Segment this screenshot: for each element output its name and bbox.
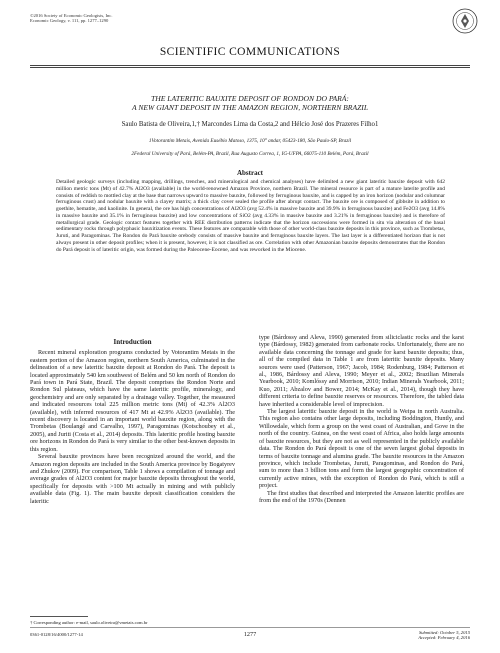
article-title-line-2: A NEW GIANT DEPOSIT IN THE AMAZON REGION, NORTHERN BRAZIL	[131, 103, 369, 112]
footnote-rule	[30, 616, 88, 617]
journal-citation: Economic Geology, v. 111, pp. 1277–1290	[30, 18, 109, 24]
submitted-date: Submitted: October 5, 2015	[418, 630, 470, 635]
top-rule-double	[30, 67, 470, 68]
body-paragraph: The largest lateritic bauxite deposit in the world is Weipa in north Australia. This region also contains other large deposits, including Boddington, Huntly, and Willowdale, which form a group on the west coast of Australian, and Gove in the north of the country. Guinea, on the west coast of Africa, also holds large amounts of bauxite resources, but they are not as well represented in the publicly available data. The Rondon do Pará deposit is one of the seven largest global deposits in terms of bauxite tonnage and alumina grade. The bauxite resources in the Amazon province, which include Trombetas, Juruti, Paragominas, and Rondon do Pará, sum to more than 3 billion tons and form the largest geographic concentration of currently active mines, with the exception of Rondon do Pará, which is still a project.	[259, 408, 464, 490]
section-title: SCIENTIFIC COMMUNICATIONS	[159, 46, 341, 58]
affiliation-2: 2Federal University of Pará, Belém-PA, Brazil, Rua Augusto Correa, 1, IG-UFPA, 66075-110 Belém, Pará, Brazil	[131, 151, 369, 157]
body-paragraph: Recent mineral exploration programs conducted by Votorantim Metais in the eastern portion of the Amazon region, northern South America, culminated in the delineation of a new lateritic bauxite deposit at Rondon do Pará. The deposit is located approximately 540 km southwest of Belém and 50 km north of Rondon do Pará town in Pará State, Brazil. The deposit comprises the Rondon Norte and Rondon Sul plateaus, which have the same lateritic profile, mineralogy, and geochemistry and are only separated by a drainage valley. Together, the measured and indicated resources total 225 million metric tons (Mt) of 42.3% Al2O3 (available), with inferred resources of 417 Mt at 42.9% Al2O3 (available). The recent discovery is located in an important world bauxite region, along with the Trombetas (Boulangé and Carvalho, 1997), Paragominas (Kotschoubey et al., 2005), and Juriti (Costa et al., 2014) deposits. This lateritic profile hosting bauxite ore horizons in Rondon do Pará is very similar to the other best-known deposits in this region.	[30, 349, 235, 453]
left-column	[30, 339, 235, 505]
article-title	[0, 94, 500, 112]
top-rule	[30, 65, 470, 66]
submission-dates	[380, 630, 470, 641]
seg-seal-icon	[452, 8, 478, 34]
body-paragraph: type (Bárdossy and Aleva, 1990) generated from siliciclastic rocks and the karst type (Bárdossy, 1982) generated from carbonate rocks. Unfortunately, there are no available data concerning the tonnage and grade for karst bauxite deposits; thus, all of the compiled data in Table 1 are from lateritic bauxite deposits. Many sources were used (Patterson, 1967; Jacob, 1984; Rodenburg, 1984; Patterson et al., 1986, Bárdossy and Aleva, 1990; Meyer et al., 2002; Brazilian Minerals Yearbook, 2010; Komlóssy and Morrison, 2010; Indian Minerals Yearbook, 2011; Kuo, 2011; Abzalov and Bower, 2014; McKay et al., 2014), though they have different criteria to define bauxite reserves or resources. Therefore, the tabled data have inherited a considerable level of imprecision.	[259, 334, 464, 408]
accepted-date: Accepted: February 4, 2016	[418, 635, 470, 641]
article-title-line-1: THE LATERITIC BAUXITE DEPOSIT OF RONDON DO PARÁ:	[151, 94, 349, 103]
abstract-text: Detailed geologic surveys (including mapping, drillings, trenches, and mineralogical and chemical analyses) have delimited a new giant lateritic bauxite deposit with 642 million metric tons (Mt) of 42.7% Al2O3 (available) in the world-renowned Amazon Province, northern Brazil. The mineral resource is part of a mature laterite profile and consists of reddish to mottled clay at the base that narrows upward to massive bauxite, followed by ferruginous bauxite, and is capped by an iron horizon (nodular and columnar ferruginous crust) and nodular bauxite with a clayey matrix; a thick clay cover sealed the profile after abrupt contact. The bauxite ore is composed of gibbsite in addition to goethite, hematite, and kaolinite. In general, the ore has high concentrations of Al2O3 (avg 52.4% in massive bauxite and 39.9% in ferruginous bauxite) and Fe2O3 (avg 14.8% in massive bauxite and 35.1% in ferruginous bauxite) and low concentrations of SiO2 (avg 4.33% in massive bauxite and 3.21% in ferruginous bauxite) and is therefore of metallurgical grade. Geologic contact features together with REE distribution patterns indicate that the horizon successions were formed in situ via alteration of the basal sedimentary rocks through polyphasic bauxitization events. These features are comparable with those of other world-class bauxite deposits in this province, such as Trombetas, Juruti, and Paragominas. The Rondon do Pará bauxite orebody consists of massive bauxite and ferruginous bauxite layers. The last layer is a differentiated horizon that is not always present in other deposit profiles; when it is present, however, it is not classified as ore. Correlation with other Amazonian bauxite deposits demonstrates that the Rondon do Pará deposit is of lateritic origin, was formed during the Paleocene-Eocene, and was reworked in the Miocene.	[56, 179, 445, 253]
body-paragraph: The first studies that described and interpreted the Amazon lateritic profiles are from the end of the 1970s (Dennen	[259, 489, 464, 504]
corresponding-author-footnote: † Corresponding author: e-mail, saulo.oliveira@vmetais.com.br	[30, 620, 148, 625]
author-list: Saulo Batista de Oliveira,1,† Marcondes Lima da Costa,2 and Hélcio José dos Prazeres Filho1	[121, 121, 379, 128]
issn-code: 0361-0128/16/4000/1277-14	[30, 632, 83, 637]
journal-header	[30, 13, 112, 24]
affiliation-1: 1Votorantim Metais, Avenida Eusébio Matoso, 1375, 10° andar, 05423-180, São Paulo-SP, Brazil	[148, 138, 352, 144]
footer-rule	[30, 627, 470, 628]
abstract-heading: Abstract	[236, 169, 264, 177]
copyright-line: ©2016 Society of Economic Geologists, Inc.	[30, 13, 113, 18]
right-column	[259, 334, 464, 504]
body-paragraph: Several bauxite provinces have been recognized around the world, and the Amazon region deposits are included in the South America province by Bogatyrev and Zhukov (2009). For comparison, Table 1 shows a compilation of tonnage and average grades of Al2O3 content for major bauxite deposits throughout the world, specifically for deposits with >100 Mt actually in mining and with publicly available data (Fig. 1). The main bauxite deposit classification considers the lateritic	[30, 453, 235, 505]
page-number: 1277	[243, 631, 257, 638]
introduction-heading: Introduction	[113, 338, 152, 346]
